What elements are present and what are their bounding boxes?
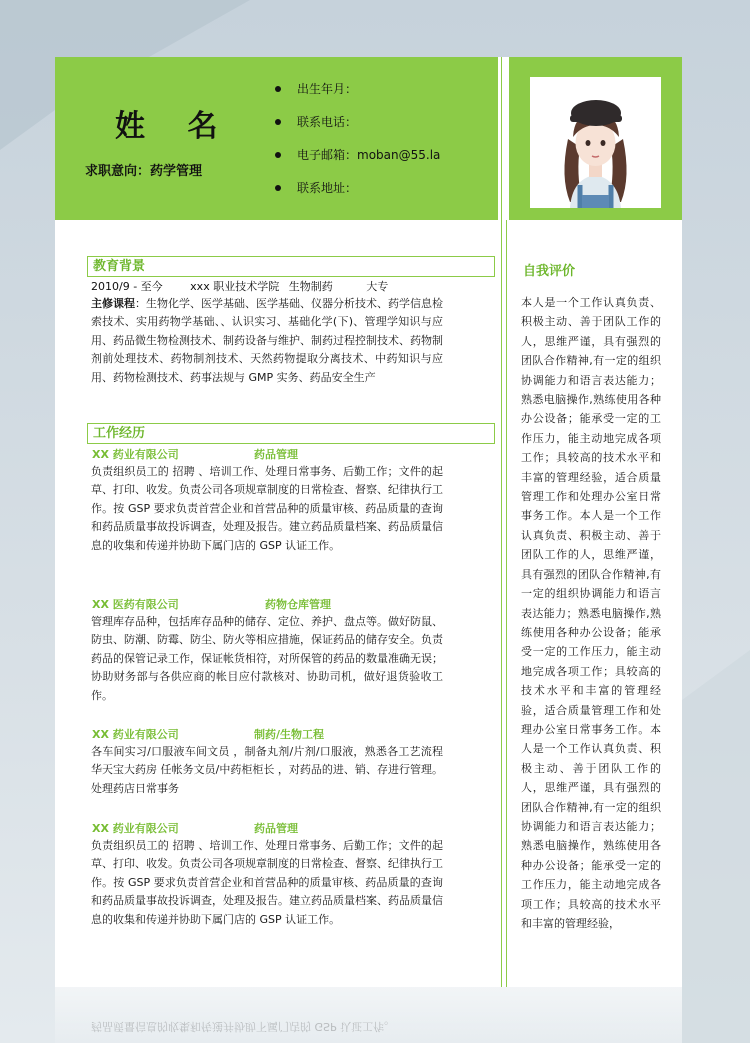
job-position: 药品管理 bbox=[254, 448, 298, 461]
bullet-icon bbox=[275, 185, 281, 191]
bullet-icon bbox=[275, 119, 281, 125]
job-company: XX 医药有限公司 bbox=[92, 598, 179, 611]
self-evaluation-heading: 自我评价 bbox=[523, 264, 576, 279]
page-reflection bbox=[55, 987, 682, 1043]
education-heading: 教育背景 bbox=[87, 256, 495, 277]
courses-label: 主修课程 bbox=[91, 297, 135, 310]
education-courses bbox=[91, 295, 443, 387]
job-company: XX 药业有限公司 bbox=[92, 822, 179, 835]
portrait-illustration bbox=[530, 77, 661, 208]
job-position: 药物仓库管理 bbox=[265, 598, 331, 611]
education-major: 生物制药 bbox=[288, 280, 333, 293]
job-company: XX 药业有限公司 bbox=[92, 728, 179, 741]
courses-text: ：生物化学、医学基础、医学基础、仪器分析技术、药学信息检索技术、实用药物学基础、、认识实习、基础化学(下)、管理学知识与应用、药品微生物检测技术、制药设备与维护、制药过程控制技术、药物制剂前处理技术、药物制剂技术、天然药物提取分离技术、中药知识与应用、药物检测技术、药事法规与 GMP 实务、药品安全生产 bbox=[91, 297, 443, 384]
education-degree: 大专 bbox=[366, 280, 389, 293]
job-objective: 求职意向：药学管理 bbox=[85, 164, 203, 179]
contact-list bbox=[275, 81, 440, 213]
job-header-4 bbox=[92, 820, 298, 836]
contact-birthdate: 出生年月： bbox=[275, 81, 440, 114]
job-header-2 bbox=[92, 596, 331, 612]
job-company: XX 药业有限公司 bbox=[92, 448, 179, 461]
contact-phone: 联系电话： bbox=[275, 114, 440, 147]
job-header-3 bbox=[92, 726, 325, 742]
education-summary bbox=[91, 278, 406, 294]
job-description-3: 各车间实习/口服液车间文员 ，制备丸剂/片剂/口服液，熟悉各工艺流程华天宝大药房 任帐务文员/中药柜柜长 ，对药品的进、销、存进行管理。处理药店日常事务 bbox=[91, 745, 443, 795]
avatar bbox=[530, 77, 661, 208]
bullet-icon bbox=[275, 152, 281, 158]
work-heading: 工作经历 bbox=[87, 423, 495, 444]
header-banner bbox=[55, 57, 498, 220]
contact-address: 联系地址： bbox=[275, 180, 440, 213]
job-description-1: 负责组织员工的 招聘 、培训工作、处理日常事务、后勤工作；文件的起草、打印、收发。负责公司各项规章制度的日常检查、督察、纪律执行工作。按 GSP 要求负责首营企业和首营品种的质量审核、药品质量的查询和药品质量事故投诉调查，处理及报告。建立药品质量档案、药品质量信息的收集和传递并协助下属门店的 GSP 认证工作。 bbox=[91, 465, 443, 552]
job-description-2: 管理库存品种，包括库存品种的储存、定位、养护、盘点等。做好防鼠、防虫、防潮、防霉、防尘、防火等相应措施，保证药品的储存安全。负责药品的保管记录工作，保证帐货相符，对所保管的药品的数量准确无误；协助财务部与各供应商的帐目应付款核对、协助司机，做好退货验收工作。 bbox=[91, 615, 443, 702]
column-divider-inner bbox=[506, 220, 507, 987]
job-position: 制药/生物工程 bbox=[254, 728, 325, 741]
education-school: xxx 职业技术学院 bbox=[190, 280, 280, 293]
contact-email: 电子邮箱：moban@55.la bbox=[275, 147, 440, 180]
job-header-1 bbox=[92, 446, 298, 462]
column-divider bbox=[501, 57, 502, 987]
self-evaluation-text: 本人是一个工作认真负责、积极主动、善于团队工作的人，思维严谨，具有强烈的团队合作精神,有一定的组织协调能力和语言表达能力；熟悉电脑操作,熟练使用各种办公设备；能承受一定的工作压力，能主动地完成各项工作；具较高的技术水平和丰富的管理经验，适合质量管理工作和处理办公室日常事务工作。本人是一个工作认真负责、积极主动、善于团队工作的人，思维严谨，具有强烈的团队合作精神,有一定的组织协调能力和语言表达能力；熟悉电脑操作,熟练使用各种办公设备；能承受一定的工作压力，能主动地完成各项工作；具较高的技术水平和丰富的管理经验，适合质量管理工作和处理办公室日常事务工作。本人是一个工作认真负责、积极主动、善于团队工作的人，思维严谨，具有强烈的团队合作精神,有一定的组织协调能力和语言表达能力；熟悉电脑操作，熟练使用各种办公设备；能承受一定的工作压力，能主动地完成各项工作；具较高的技术水平和丰富的管理经验， bbox=[521, 296, 661, 930]
job-description-4: 负责组织员工的 招聘 、培训工作、处理日常事务、后勤工作；文件的起草、打印、收发。负责公司各项规章制度的日常检查、督察、纪律执行工作。按 GSP 要求负责首营企业和首营品种的质量审核、药品质量的查询和药品质量事故投诉调查，处理及报告。建立药品质量档案、药品质量信息的收集和传递并协助下属门店的 GSP 认证工作。 bbox=[91, 839, 443, 926]
resume-page bbox=[55, 57, 682, 987]
job-position: 药品管理 bbox=[254, 822, 298, 835]
reflection-text: 药品质量信息的收集和传递并协助下属门店的 GSP 认证工作。 bbox=[91, 1020, 396, 1033]
candidate-name: 姓 名 bbox=[115, 109, 234, 144]
education-date: 2010/9 - 至今 bbox=[91, 280, 163, 293]
bullet-icon bbox=[275, 86, 281, 92]
